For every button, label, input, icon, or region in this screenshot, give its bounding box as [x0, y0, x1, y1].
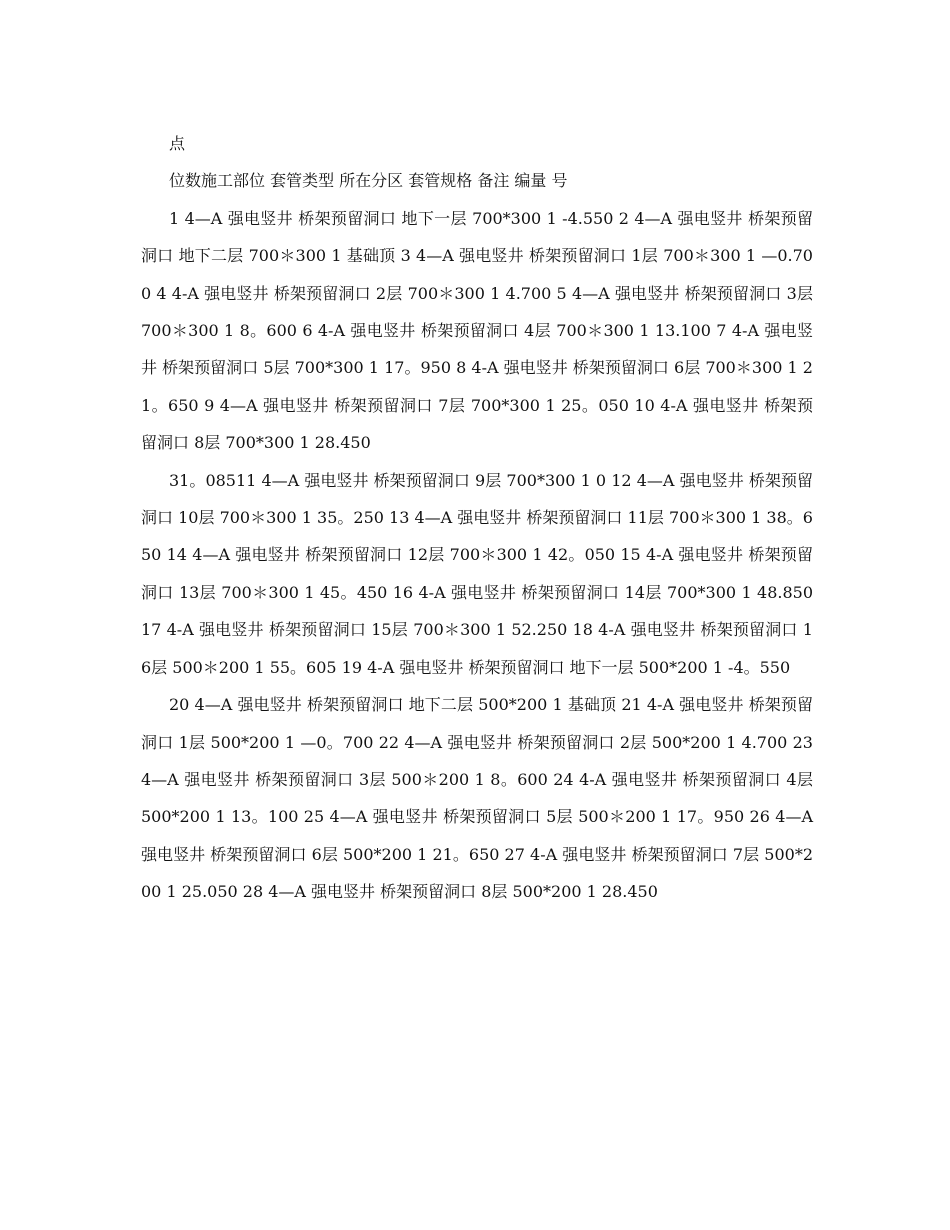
paragraph-heading-fragment: 点 — [169, 134, 186, 153]
paragraph-column-headers: 位数施工部位 套管类型 所在分区 套管规格 备注 编量 号 — [169, 171, 568, 191]
paragraph-rows-11-19: 31。08511 4—A 强电竖井 桥架预留洞口 9层 700*300 1 0 12 4—A 强电竖井 桥架预留洞口 10层 700＊300 1 35。250 13 4—A 强电竖井 桥架预留洞口 11层 700＊300 1 38。650 14 4—A 强电竖井 桥架预留洞口 12层 700＊300 1 42。050 15 4-A 强电竖井 桥架预留洞口 13层 700＊300 1 45。450 16 4-A 强电竖井 桥架预留洞口 14层 700*300 1 48.850 17 4-A 强电竖井 桥架预留洞口 15层 700＊300 1 52.250 18 4-A 强电竖井 桥架预留洞口 16层 500＊200 1 55。605 19 4-A 强电竖井 桥架预留洞口 地下一层 500*200 1 -4。550 — [141, 470, 813, 677]
document-page — [141, 125, 813, 911]
paragraph-rows-1-10: 1 4—A 强电竖井 桥架预留洞口 地下一层 700*300 1 -4.550 2 4—A 强电竖井 桥架预留洞口 地下二层 700＊300 1 基础顶 3 4—A 强电竖井 桥架预留洞口 1层 700＊300 1 —0.700 4 4-A 强电竖井 桥架预留洞口 2层 700＊300 1 4.700 5 4—A 强电竖井 桥架预留洞口 3层 700＊300 1 8。600 6 4-A 强电竖井 桥架预留洞口 4层 700＊300 1 13.100 7 4-A 强电竖井 桥架预留洞口 5层 700*300 1 17。950 8 4-A 强电竖井 桥架预留洞口 6层 700＊300 1 21。650 9 4—A 强电竖井 桥架预留洞口 7层 700*300 1 25。050 10 4-A 强电竖井 桥架预留洞口 8层 700*300 1 28.450 — [141, 208, 813, 453]
paragraph-rows-20-28: 20 4—A 强电竖井 桥架预留洞口 地下二层 500*200 1 基础顶 21 4-A 强电竖井 桥架预留洞口 1层 500*200 1 —0。700 22 4—A 强电竖井 桥架预留洞口 2层 500*200 1 4.700 23 4—A 强电竖井 桥架预留洞口 3层 500＊200 1 8。600 24 4-A 强电竖井 桥架预留洞口 4层 500*200 1 13。100 25 4—A 强电竖井 桥架预留洞口 5层 500＊200 1 17。950 26 4—A 强电竖井 桥架预留洞口 6层 500*200 1 21。650 27 4-A 强电竖井 桥架预留洞口 7层 500*200 1 25.050 28 4—A 强电竖井 桥架预留洞口 8层 500*200 1 28.450 — [141, 695, 813, 902]
